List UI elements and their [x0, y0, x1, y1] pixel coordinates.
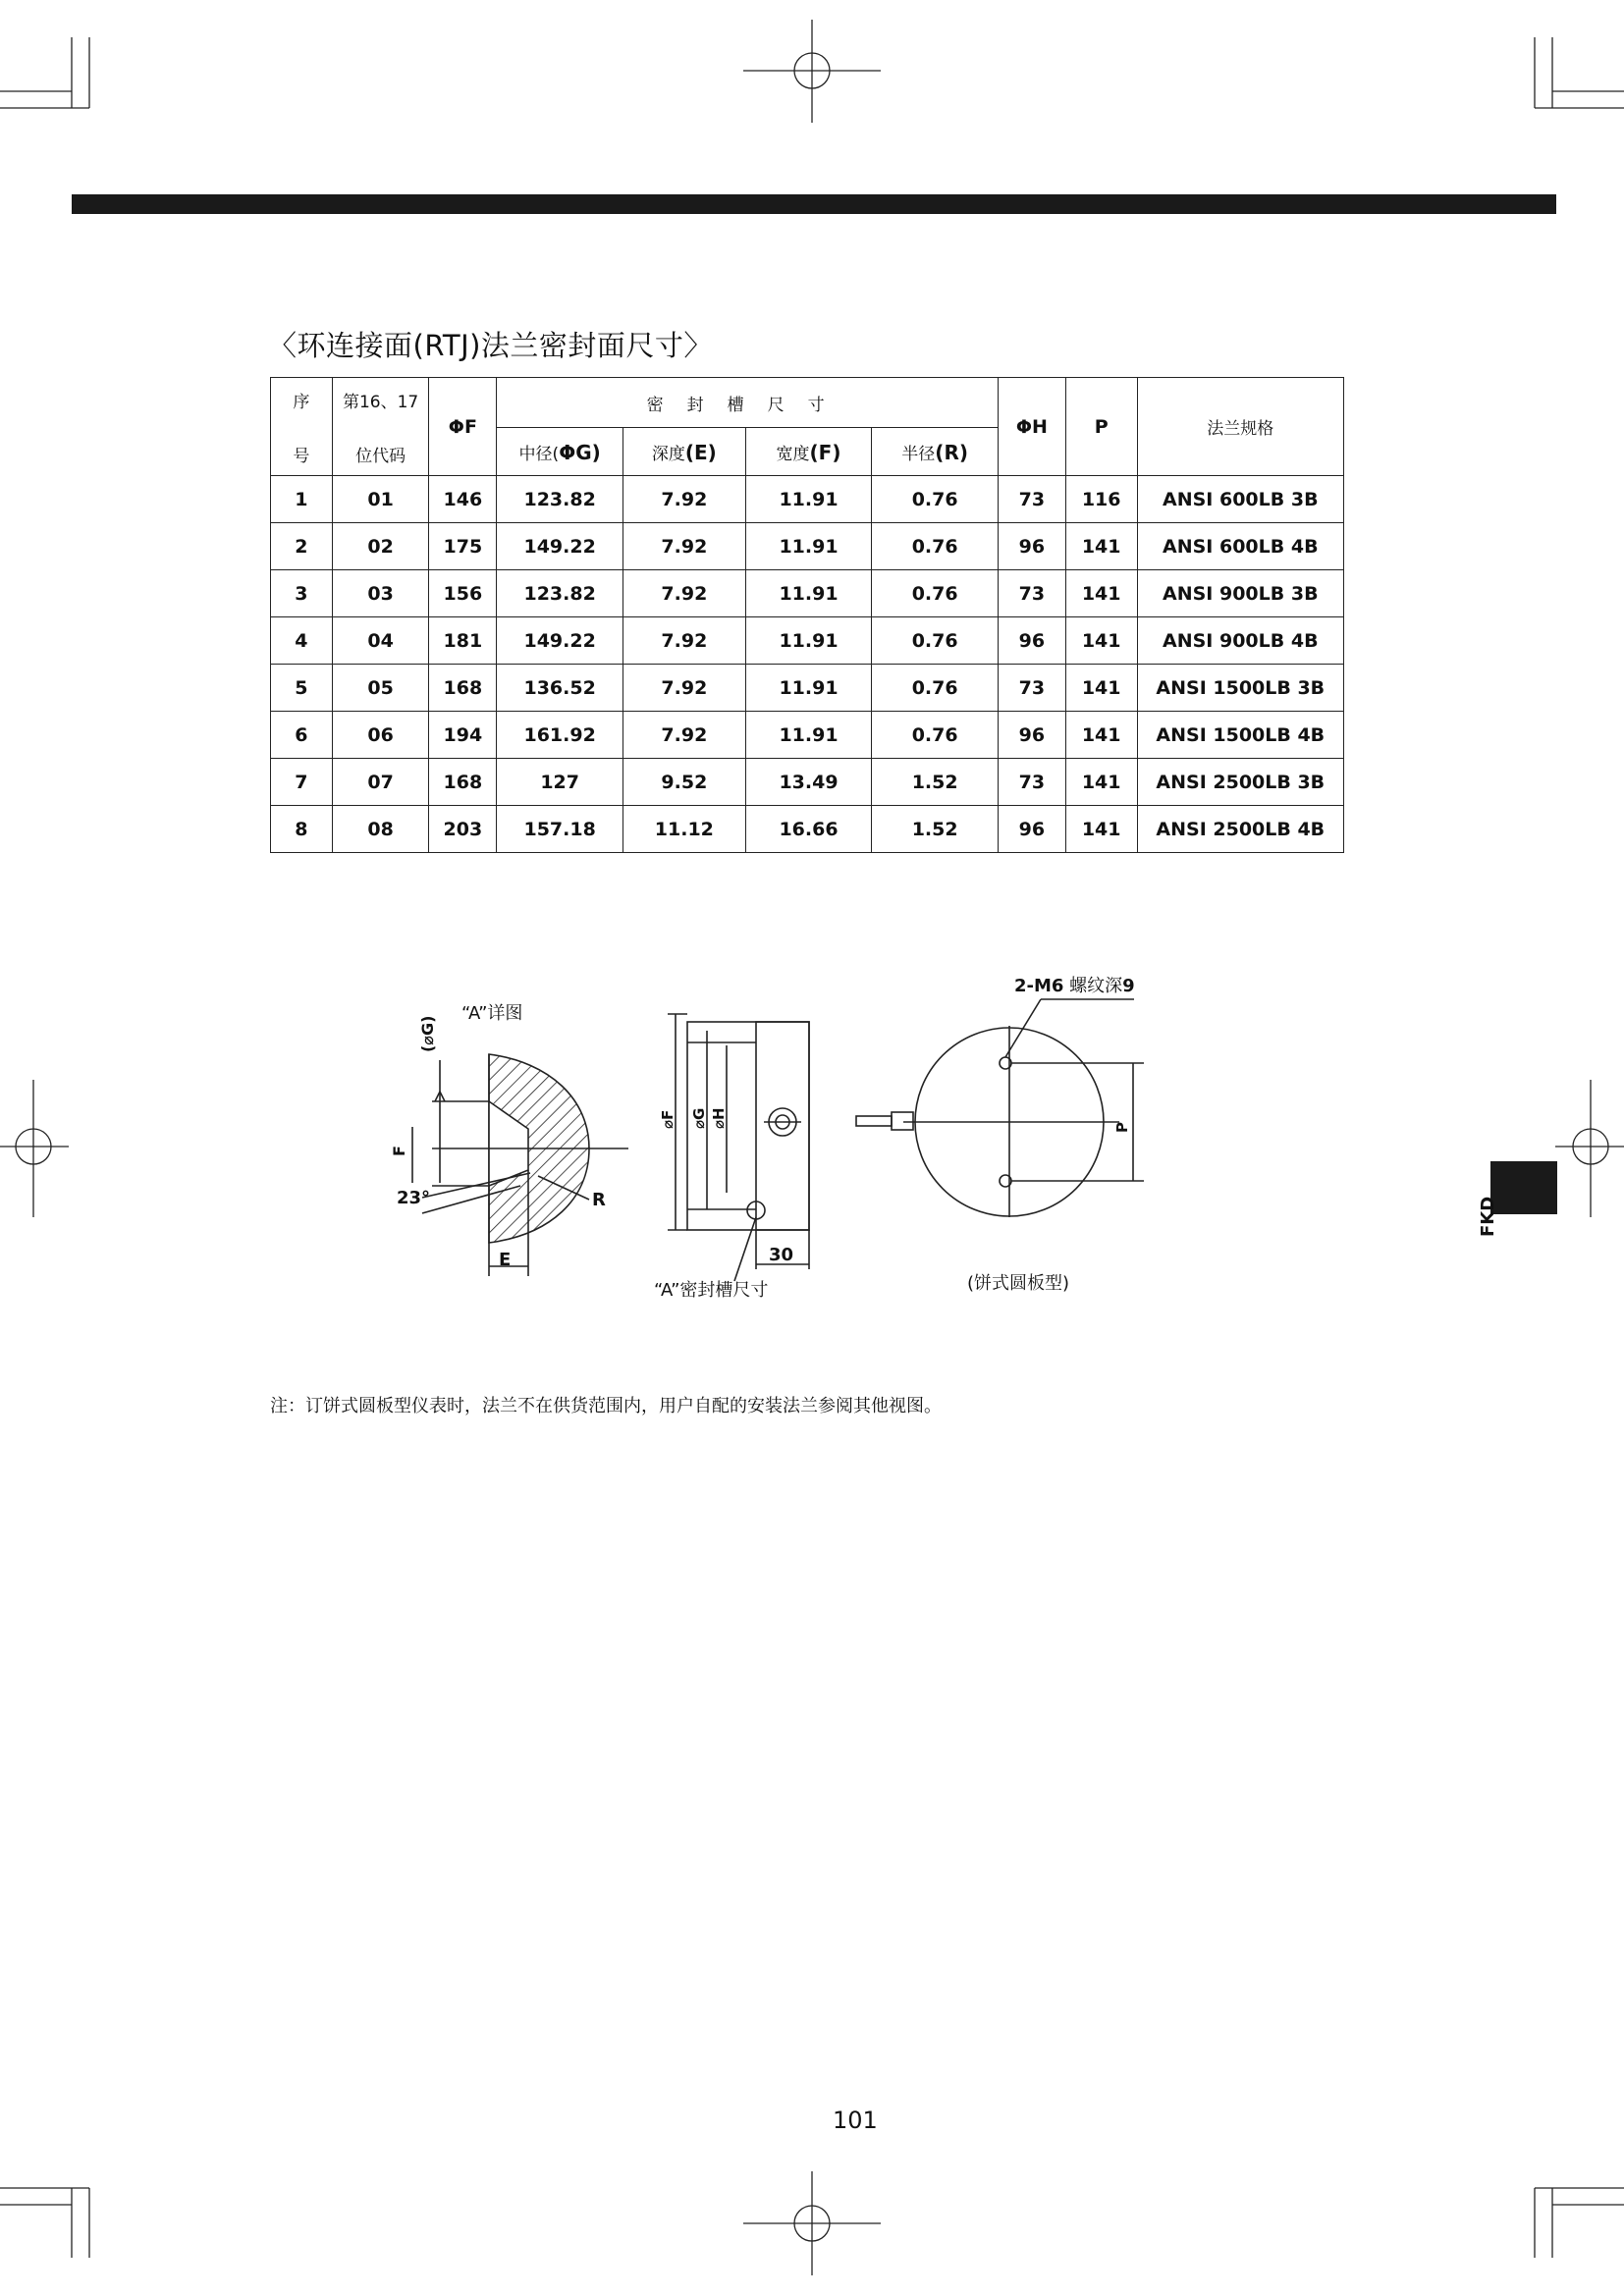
- col-phiH: ΦH: [998, 378, 1065, 476]
- col-P: P: [1065, 378, 1137, 476]
- side-view-drawing: [668, 1014, 809, 1281]
- cell-g: 149.22: [497, 617, 623, 665]
- f-cn: 宽度: [776, 444, 810, 464]
- cell-spec: ANSI 900LB 4B: [1137, 617, 1343, 665]
- cell-h: 73: [998, 759, 1065, 806]
- cell-seq: 7: [271, 759, 333, 806]
- cell-spec: ANSI 600LB 4B: [1137, 523, 1343, 570]
- cell-r: 1.52: [872, 759, 999, 806]
- detail-title: “A”详图: [461, 1003, 523, 1024]
- thread-depth: 9: [1122, 976, 1135, 996]
- cell-spec: ANSI 2500LB 3B: [1137, 759, 1343, 806]
- cell-p: 141: [1065, 665, 1137, 712]
- cell-f: 203: [429, 806, 497, 853]
- cell-r: 0.76: [872, 665, 999, 712]
- front-thread-note: [1014, 972, 1135, 997]
- detail-a-drawing: [412, 1054, 628, 1276]
- thread-cn: 螺纹深: [1069, 976, 1123, 996]
- cell-e: 7.92: [623, 665, 746, 712]
- cell-w: 11.91: [745, 665, 872, 712]
- cell-e: 7.92: [623, 523, 746, 570]
- cell-p: 141: [1065, 712, 1137, 759]
- seq-header-top: 序: [293, 392, 310, 412]
- cell-r: 0.76: [872, 476, 999, 523]
- cell-w: 11.91: [745, 617, 872, 665]
- cell-spec: ANSI 600LB 3B: [1137, 476, 1343, 523]
- side-tab-label: FKD: [1478, 1196, 1498, 1237]
- cell-r: 0.76: [872, 617, 999, 665]
- e-sym: (E): [684, 440, 717, 464]
- col-flange-spec: 法兰规格: [1137, 378, 1343, 476]
- cell-seq: 3: [271, 570, 333, 617]
- cell-code: 02: [332, 523, 429, 570]
- cell-code: 08: [332, 806, 429, 853]
- cell-h: 73: [998, 570, 1065, 617]
- f-sym: (F): [809, 440, 841, 464]
- detail-label-f: F: [390, 1146, 408, 1156]
- cell-seq: 8: [271, 806, 333, 853]
- code-header-top: 第16、17: [342, 392, 419, 412]
- cell-code: 01: [332, 476, 429, 523]
- detail-label-angle: 23°: [397, 1188, 431, 1208]
- cell-f: 168: [429, 759, 497, 806]
- cell-code: 06: [332, 712, 429, 759]
- page-number: 101: [833, 2107, 878, 2134]
- side-caption: “A”密封槽尺寸: [654, 1280, 769, 1301]
- cell-g: 161.92: [497, 712, 623, 759]
- cell-seq: 2: [271, 523, 333, 570]
- g-sym: ΦG): [559, 440, 601, 464]
- cell-spec: ANSI 1500LB 4B: [1137, 712, 1343, 759]
- thread-spec: 2-M6: [1014, 976, 1064, 996]
- cell-g: 123.82: [497, 570, 623, 617]
- cell-f: 194: [429, 712, 497, 759]
- detail-label-e: E: [499, 1250, 512, 1270]
- cell-f: 156: [429, 570, 497, 617]
- r-sym: (R): [935, 440, 968, 464]
- cell-g: 157.18: [497, 806, 623, 853]
- cell-r: 0.76: [872, 570, 999, 617]
- cell-e: 7.92: [623, 617, 746, 665]
- cell-f: 175: [429, 523, 497, 570]
- cell-spec: ANSI 1500LB 3B: [1137, 665, 1343, 712]
- cell-h: 96: [998, 712, 1065, 759]
- cell-e: 7.92: [623, 712, 746, 759]
- side-label-30: 30: [769, 1245, 794, 1265]
- cell-r: 0.76: [872, 712, 999, 759]
- cell-p: 141: [1065, 806, 1137, 853]
- cell-w: 11.91: [745, 476, 872, 523]
- cell-code: 05: [332, 665, 429, 712]
- cell-p: 141: [1065, 523, 1137, 570]
- cell-h: 96: [998, 617, 1065, 665]
- g-cn: 中径(: [518, 444, 560, 464]
- cell-f: 146: [429, 476, 497, 523]
- r-cn: 半径: [901, 444, 936, 464]
- code-header-bottom: 位代码: [355, 446, 406, 466]
- cell-p: 141: [1065, 759, 1137, 806]
- cell-h: 73: [998, 665, 1065, 712]
- cell-g: 149.22: [497, 523, 623, 570]
- seal-groove-header: 密封槽尺寸: [497, 378, 999, 428]
- cell-p: 141: [1065, 570, 1137, 617]
- cell-h: 96: [998, 523, 1065, 570]
- cell-code: 03: [332, 570, 429, 617]
- side-label-phiG: ⌀G: [690, 1107, 708, 1129]
- cell-g: 127: [497, 759, 623, 806]
- cell-e: 7.92: [623, 476, 746, 523]
- cell-e: 7.92: [623, 570, 746, 617]
- cell-seq: 5: [271, 665, 333, 712]
- cell-seq: 4: [271, 617, 333, 665]
- cell-w: 11.91: [745, 570, 872, 617]
- cell-f: 181: [429, 617, 497, 665]
- cell-p: 141: [1065, 617, 1137, 665]
- front-label-p: P: [1113, 1122, 1131, 1133]
- cell-code: 04: [332, 617, 429, 665]
- side-label-phiF: ⌀F: [659, 1109, 677, 1129]
- cell-r: 0.76: [872, 523, 999, 570]
- cell-seq: 1: [271, 476, 333, 523]
- cell-g: 136.52: [497, 665, 623, 712]
- detail-label-g: (⌀G): [418, 1015, 437, 1052]
- footnote: 注：订饼式圆板型仪表时，法兰不在供货范围内，用户自配的安装法兰参阅其他视图。: [270, 1396, 942, 1416]
- cell-e: 11.12: [623, 806, 746, 853]
- cell-w: 11.91: [745, 712, 872, 759]
- cell-f: 168: [429, 665, 497, 712]
- cell-p: 116: [1065, 476, 1137, 523]
- cell-code: 07: [332, 759, 429, 806]
- front-view-drawing: [856, 999, 1144, 1217]
- cell-w: 13.49: [745, 759, 872, 806]
- cell-spec: ANSI 2500LB 4B: [1137, 806, 1343, 853]
- cell-e: 9.52: [623, 759, 746, 806]
- cell-seq: 6: [271, 712, 333, 759]
- side-label-phiH: ⌀H: [710, 1107, 728, 1129]
- detail-label-r: R: [592, 1190, 606, 1210]
- cell-r: 1.52: [872, 806, 999, 853]
- seq-header-bottom: 号: [293, 446, 310, 466]
- cell-w: 16.66: [745, 806, 872, 853]
- cell-w: 11.91: [745, 523, 872, 570]
- cell-h: 73: [998, 476, 1065, 523]
- e-cn: 深度: [651, 444, 685, 464]
- section-title: 〈环连接面(RTJ)法兰密封面尺寸〉: [268, 329, 713, 362]
- cell-spec: ANSI 900LB 3B: [1137, 570, 1343, 617]
- side-tab-marker: [1490, 1161, 1557, 1214]
- col-phiF: ΦF: [429, 378, 497, 476]
- cell-h: 96: [998, 806, 1065, 853]
- cell-g: 123.82: [497, 476, 623, 523]
- front-caption: (饼式圆板型): [967, 1273, 1070, 1294]
